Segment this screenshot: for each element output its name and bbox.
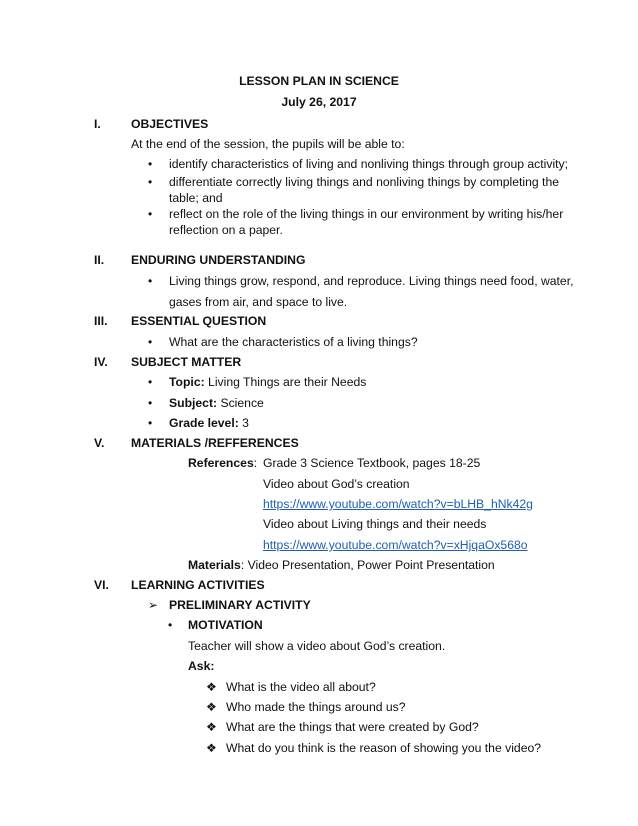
arrow-bullet-icon: ➢ <box>148 598 159 612</box>
bullet-dot-icon: • <box>148 335 153 349</box>
section-heading-subject-matter: SUBJECT MATTER <box>131 355 242 369</box>
section-heading-essential: ESSENTIAL QUESTION <box>131 314 267 328</box>
motivation-heading: MOTIVATION <box>188 618 263 632</box>
subject-label: Subject: <box>169 396 218 410</box>
grade-line <box>169 415 249 431</box>
reference-link[interactable]: https://www.youtube.com/watch?v=bLHB_hNk42g <box>263 497 533 511</box>
topic-label: Topic: <box>169 375 205 389</box>
question-item: What is the video all about? <box>226 680 376 694</box>
section-number-4: IV. <box>94 355 108 369</box>
bullet-dot-icon: • <box>148 375 153 389</box>
reference-link[interactable]: https://www.youtube.com/watch?v=xHjqaOx568o <box>263 538 528 552</box>
section-number-1: I. <box>94 117 101 131</box>
reference-item: Video about God’s creation <box>263 477 410 491</box>
subject-line <box>169 395 264 411</box>
grade-label: Grade level: <box>169 416 239 430</box>
objective-item: reflect on the role of the living things in our environment by writing his/her <box>169 207 564 221</box>
enduring-item: Living things grow, respond, and reproduce. Living things need food, water, <box>169 274 574 288</box>
topic-line <box>169 374 366 390</box>
diamond-bullet-icon: ❖ <box>206 700 217 714</box>
references-label: References <box>188 456 254 470</box>
subject-value: Science <box>217 396 264 410</box>
reference-item: Video about Living things and their needs <box>263 517 487 531</box>
section-number-5: V. <box>94 436 105 450</box>
bullet-dot-icon: • <box>148 175 153 189</box>
bullet-dot-icon: • <box>148 396 153 410</box>
bullet-dot-icon: • <box>148 274 153 288</box>
materials-value: : Video Presentation, Power Point Presentation <box>240 558 495 572</box>
section-heading-materials: MATERIALS /REFFERENCES <box>131 436 299 450</box>
objective-item-continued: reflection on a paper. <box>169 223 283 237</box>
diamond-bullet-icon: ❖ <box>206 680 217 694</box>
section-number-3: III. <box>94 314 108 328</box>
diamond-bullet-icon: ❖ <box>206 720 217 734</box>
ask-label: Ask: <box>188 659 215 673</box>
references-label-line <box>188 455 257 471</box>
topic-value: Living Things are their Needs <box>204 375 367 389</box>
section-number-2: II. <box>94 253 105 267</box>
objectives-intro: At the end of the session, the pupils will be able to: <box>131 137 405 151</box>
objective-item: differentiate correctly living things and nonliving things by completing the <box>169 175 559 189</box>
bullet-dot-icon: • <box>168 618 173 632</box>
materials-label: Materials <box>188 558 241 572</box>
essential-item: What are the characteristics of a living things? <box>169 335 418 349</box>
diamond-bullet-icon: ❖ <box>206 741 217 755</box>
bullet-dot-icon: • <box>148 207 153 221</box>
question-item: What do you think is the reason of showing you the video? <box>226 741 542 755</box>
section-number-6: VI. <box>94 578 109 592</box>
section-heading-enduring: ENDURING UNDERSTANDING <box>131 253 306 267</box>
references-colon: : <box>253 456 258 470</box>
reference-item: Grade 3 Science Textbook, pages 18-25 <box>263 456 481 470</box>
objective-item: identify characteristics of living and nonliving things through group activity; <box>169 157 569 171</box>
bullet-dot-icon: • <box>148 157 153 171</box>
materials-line <box>188 557 495 573</box>
preliminary-activity-heading: PRELIMINARY ACTIVITY <box>169 598 311 612</box>
page-date: July 26, 2017 <box>281 95 357 109</box>
section-heading-learning: LEARNING ACTIVITIES <box>131 578 265 592</box>
question-item: Who made the things around us? <box>226 700 406 714</box>
enduring-item-continued: gases from air, and space to live. <box>169 295 348 309</box>
grade-value: 3 <box>238 416 249 430</box>
page-title: LESSON PLAN IN SCIENCE <box>239 74 399 88</box>
motivation-text: Teacher will show a video about God’s creation. <box>188 639 446 653</box>
objective-item-continued: table; and <box>169 191 223 205</box>
bullet-dot-icon: • <box>148 416 153 430</box>
section-heading-objectives: OBJECTIVES <box>131 117 209 131</box>
question-item: What are the things that were created by God? <box>226 720 479 734</box>
